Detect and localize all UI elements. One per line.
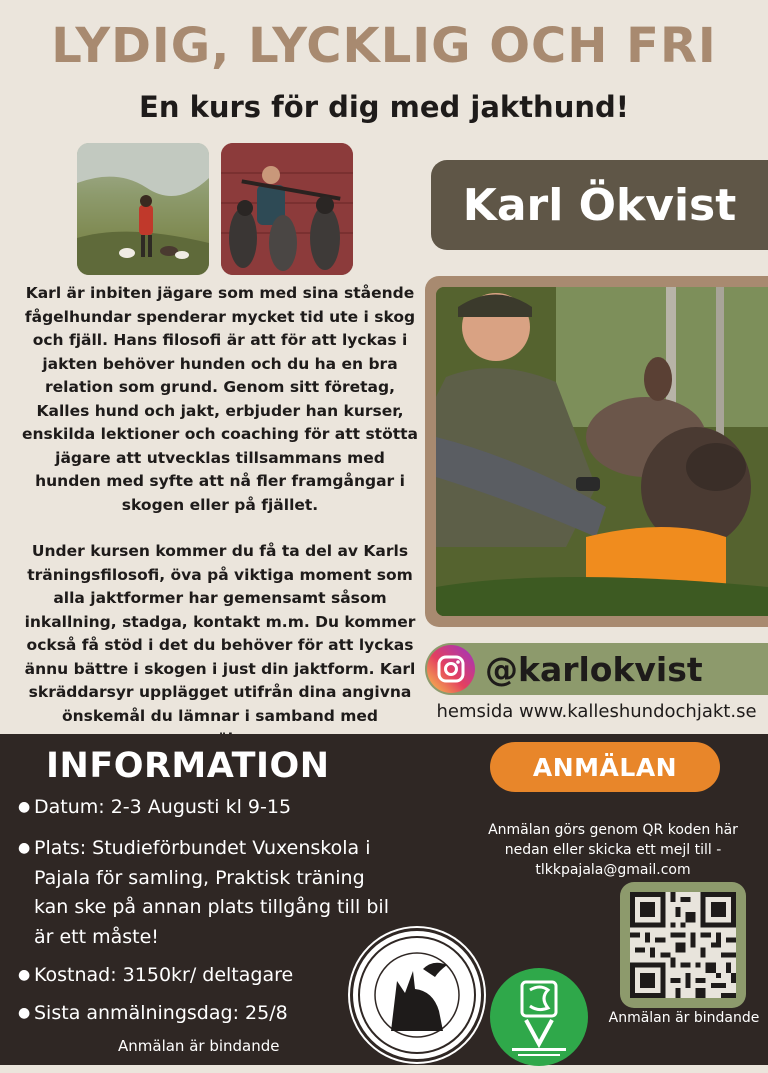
photo-hunter-mountain bbox=[77, 143, 209, 275]
binding-note-left: Anmälan är bindande bbox=[118, 1037, 280, 1055]
trainer-bio bbox=[20, 282, 420, 775]
photo-trainer-with-dog bbox=[436, 287, 768, 616]
trainer-name: Karl Ökvist bbox=[462, 179, 737, 231]
bio-paragraph-2: Under kursen kommer du få ta del av Karls träningsfilosofi, öva på viktiga moment som alla jaktformer har gemensamt såsom inkallning, stadga, kontakt m.m. Du kommer också få stöd i det du behöver för att lyckas ännu bättre i skogen i just din jaktform. Karl skräddarsyr upplägget utifrån dina angivna önskemål du lämnar i samband med bbox=[24, 542, 416, 725]
photo-hunter-with-dogs bbox=[221, 143, 353, 275]
qr-code-frame[interactable] bbox=[620, 882, 746, 1008]
info-item-date bbox=[18, 793, 390, 821]
registration-instructions: Anmälan görs genom QR koden här nedan eller skicka ett mejl till - tlkkpajala@gmail.com bbox=[488, 822, 738, 878]
trainer-name-banner bbox=[431, 160, 768, 250]
registration-button[interactable] bbox=[490, 742, 720, 792]
info-item-place bbox=[18, 834, 390, 952]
trainer-photo-frame bbox=[425, 276, 768, 627]
bio-paragraph-1: Karl är inbiten jägare som med sina stående fågelhundar spenderar mycket tid ute i skog och fjäll. Hans filosofi är att för att lyckas i jakten behöver hunden och du ha en bra relation som grund. Genom sitt företag, Kalles hund och jakt, erbjuder han kurser, enskilda lektioner och coaching för att stötta jägare att utvecklas tillsammans med hunden med syfte att nå fler framgångar i skogen eller på fjället. bbox=[21, 284, 419, 514]
info-item-text: Sista anmälningsdag: 25/8 bbox=[34, 1002, 288, 1024]
info-item-text: Datum: 2-3 Augusti kl 9-15 bbox=[34, 796, 292, 818]
kennel-club-logo bbox=[350, 928, 484, 1062]
information-title: INFORMATION bbox=[46, 746, 330, 786]
page-title: LYDIG, LYCKLIG OCH FRI bbox=[51, 18, 717, 74]
sv-logo bbox=[490, 968, 588, 1066]
instagram-handle[interactable]: @karlokvist bbox=[485, 649, 703, 689]
registration-button-label: ANMÄLAN bbox=[532, 752, 678, 782]
bullet-icon: ● bbox=[18, 967, 31, 983]
instagram-banner[interactable] bbox=[425, 643, 768, 695]
info-item-text: Plats: Studieförbundet Vuxenskola i Pajala för samling, Praktisk träning kan ske på annan plats tillgång till bil är ett måste! bbox=[34, 837, 389, 948]
info-item-cost bbox=[18, 961, 390, 989]
page-subtitle: En kurs för dig med jakthund! bbox=[139, 90, 629, 124]
bullet-icon: ● bbox=[18, 840, 31, 856]
bullet-icon: ● bbox=[18, 1005, 31, 1021]
info-item-deadline bbox=[18, 999, 390, 1027]
bullet-icon: ● bbox=[18, 799, 31, 815]
instagram-icon bbox=[427, 645, 475, 693]
qr-code[interactable] bbox=[630, 892, 736, 998]
website-link[interactable]: hemsida www.kalleshundochjakt.se bbox=[436, 701, 757, 722]
info-item-text: Kostnad: 3150kr/ deltagare bbox=[34, 964, 294, 986]
binding-note-right: Anmälan är bindande bbox=[608, 1010, 760, 1026]
